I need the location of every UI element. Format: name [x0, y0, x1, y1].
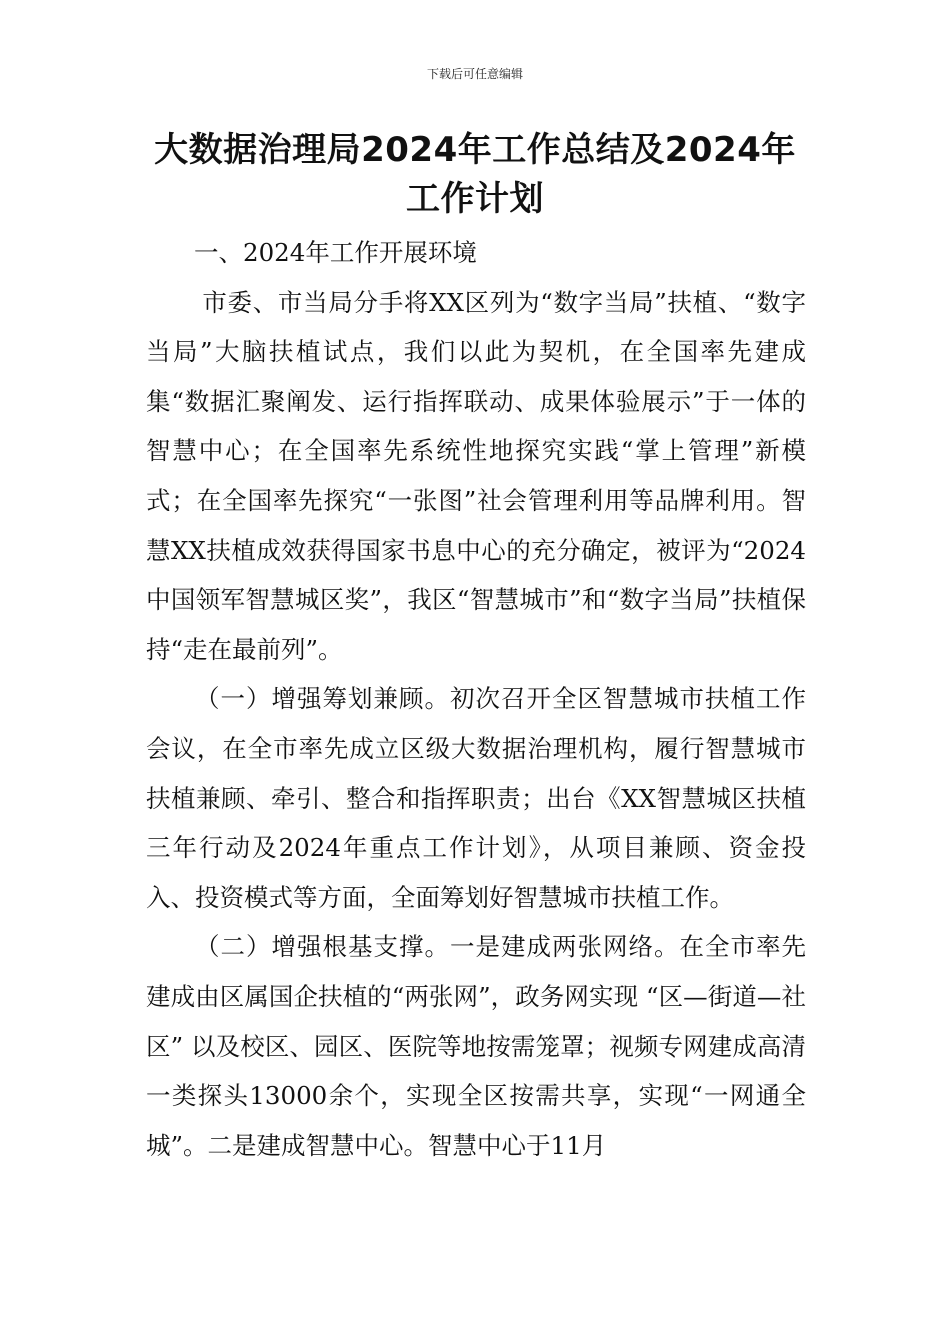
body-paragraph-intro: 市委、市当局分手将XX区列为“数字当局”扶植、“数字当局”大脑扶植试点，我们以此为契机，在全国率先建成集“数据汇聚阐发、运行指挥联动、成果体验展示”于一体的智慧中心；在全国率先系统性地探究实践“掌上管理”新模式；在全国率先探究“一张图”社会管理利用等品牌利用。智慧XX扶植成效获得国家书息中心的充分确定，被评为“2024中国领军智慧城区奖”，我区“智慧城市”和“数字当局”扶植保持“走在最前列”。 — [146, 287, 806, 664]
section-heading: 一、2024年工作开展环境 — [194, 238, 477, 267]
document-body — [146, 228, 806, 1170]
document-title: 大数据治理局2024年工作总结及2024年工作计划 — [154, 130, 796, 219]
body-paragraph-planning: （一）增强筹划兼顾。初次召开全区智慧城市扶植工作会议，在全市率先成立区级大数据治理机构，履行智慧城市扶植兼顾、牵引、整合和指挥职责；出台《XX智慧城区扶植三年行动及2024年重点工作计划》，从项目兼顾、资金投入、投资模式等方面，全面筹划好智慧城市扶植工作。 — [146, 684, 806, 912]
body-paragraph-infrastructure: （二）增强根基支撑。一是建成两张网络。在全市率先建成由区属国企扶植的“两张网”，政务网实现 “区—街道—社区” 以及校区、园区、医院等地按需笼罩；视频专网建成高清一类探头13000余个，实现全区按需共享，实现“一网通全城”。二是建成智慧中心。智慧中心于11月 — [146, 932, 806, 1160]
page-header-note: 下载后可任意编辑 — [426, 67, 523, 81]
